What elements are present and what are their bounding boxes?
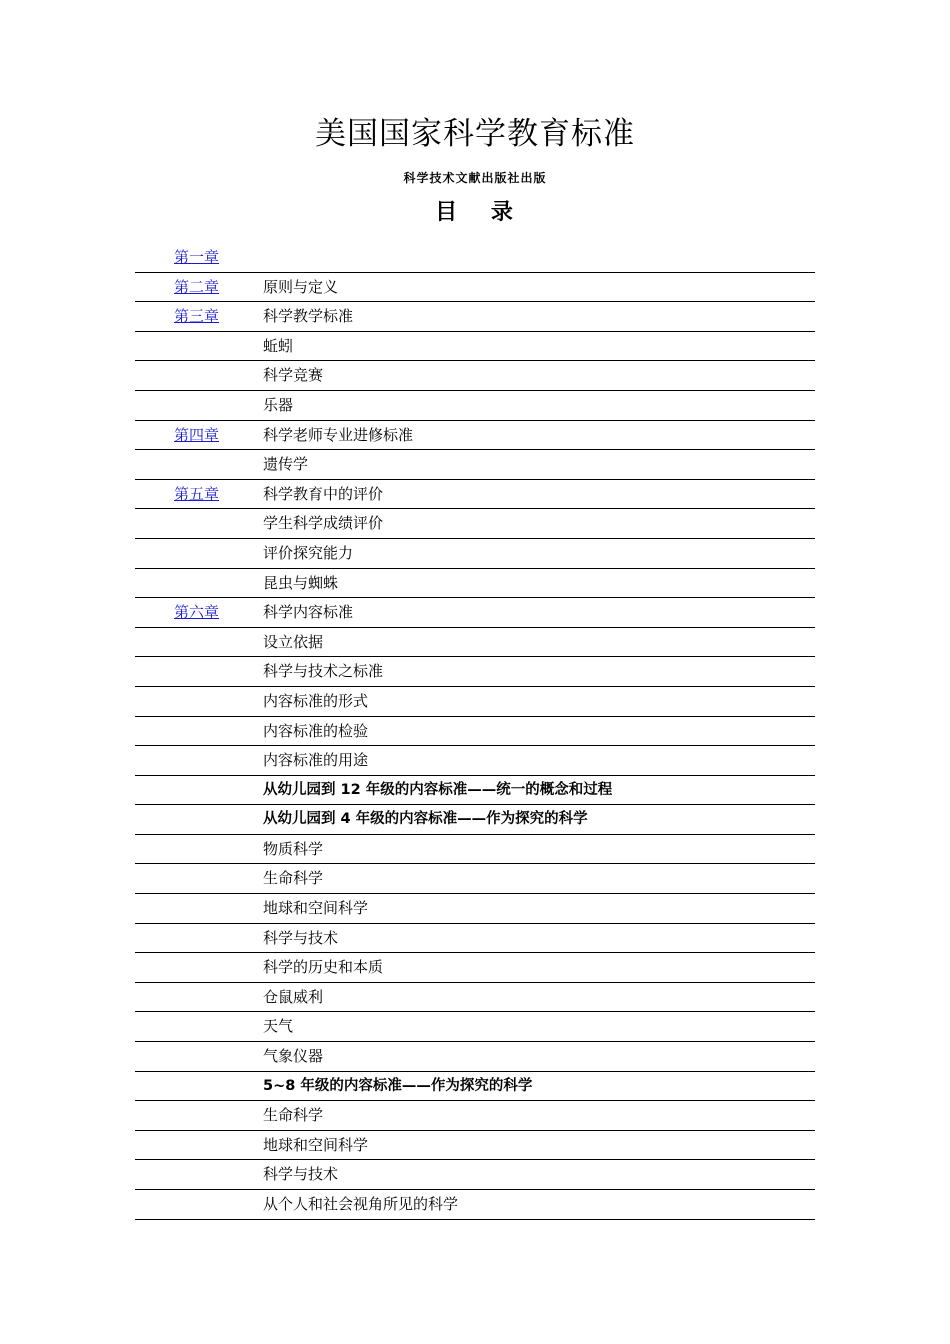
toc-row bbox=[135, 776, 815, 806]
toc-row bbox=[135, 1012, 815, 1042]
toc-entry-title: 蚯蚓 bbox=[263, 336, 294, 355]
toc-entry-title: 物质科学 bbox=[263, 839, 324, 858]
toc-entry-title: 科学竞赛 bbox=[263, 366, 324, 385]
toc-entry-title: 从幼儿园到 4 年级的内容标准——作为探究的科学 bbox=[263, 811, 588, 828]
toc-row bbox=[135, 421, 815, 451]
toc-entry-title: 5~8 年级的内容标准——作为探究的科学 bbox=[263, 1077, 533, 1094]
toc-row bbox=[135, 835, 815, 865]
toc-row bbox=[135, 717, 815, 747]
toc-row bbox=[135, 391, 815, 421]
toc-chapter-link[interactable]: 第五章 bbox=[174, 484, 220, 503]
toc-row bbox=[135, 746, 815, 776]
toc-entry-title: 设立依据 bbox=[263, 632, 324, 651]
toc-row bbox=[135, 450, 815, 480]
toc-row bbox=[135, 302, 815, 332]
toc-row bbox=[135, 1190, 815, 1220]
toc-row bbox=[135, 894, 815, 924]
toc-row bbox=[135, 983, 815, 1013]
toc-row bbox=[135, 864, 815, 894]
toc-entry-title: 科学与技术 bbox=[263, 1165, 339, 1184]
toc-entry-title: 遗传学 bbox=[263, 455, 309, 474]
toc-row bbox=[135, 924, 815, 954]
toc-row bbox=[135, 243, 815, 273]
toc-row bbox=[135, 1101, 815, 1131]
toc-row bbox=[135, 598, 815, 628]
toc-entry-title: 内容标准的检验 bbox=[263, 721, 369, 740]
toc-row bbox=[135, 569, 815, 599]
toc-chapter-link[interactable]: 第三章 bbox=[174, 307, 220, 326]
toc-row bbox=[135, 953, 815, 983]
toc-entry-title: 生命科学 bbox=[263, 869, 324, 888]
toc-entry-title: 内容标准的形式 bbox=[263, 691, 369, 710]
toc-entry-title: 科学老师专业进修标准 bbox=[263, 425, 414, 444]
toc-row bbox=[135, 480, 815, 510]
toc-row bbox=[135, 332, 815, 362]
toc-entry-title: 从个人和社会视角所见的科学 bbox=[263, 1195, 459, 1213]
toc-entry-title: 科学与技术之标准 bbox=[263, 662, 384, 681]
toc-row bbox=[135, 1131, 815, 1161]
toc-row bbox=[135, 1072, 815, 1102]
toc-entry-title: 天气 bbox=[263, 1017, 294, 1036]
toc-row bbox=[135, 1042, 815, 1072]
publisher-line: 科学技术文献出版社出版 bbox=[403, 171, 547, 185]
toc-entry-title: 科学内容标准 bbox=[263, 603, 354, 622]
toc-row bbox=[135, 687, 815, 717]
toc-row bbox=[135, 657, 815, 687]
toc-entry-title: 生命科学 bbox=[263, 1106, 324, 1125]
toc-row bbox=[135, 1160, 815, 1190]
toc-entry-title: 科学的历史和本质 bbox=[263, 958, 384, 977]
toc-entry-title: 地球和空间科学 bbox=[263, 899, 369, 918]
table-of-contents bbox=[135, 243, 815, 1220]
toc-entry-title: 评价探究能力 bbox=[263, 543, 354, 562]
toc-entry-title: 气象仪器 bbox=[263, 1047, 324, 1066]
toc-entry-title: 昆虫与蜘蛛 bbox=[263, 573, 339, 592]
toc-row bbox=[135, 805, 815, 835]
toc-entry-title: 科学教学标准 bbox=[263, 307, 354, 326]
toc-entry-title: 原则与定义 bbox=[263, 277, 339, 296]
toc-entry-title: 科学与技术 bbox=[263, 928, 339, 947]
toc-entry-title: 仓鼠威利 bbox=[263, 987, 324, 1006]
toc-row bbox=[135, 539, 815, 569]
toc-row bbox=[135, 628, 815, 658]
toc-entry-title: 地球和空间科学 bbox=[263, 1135, 369, 1154]
toc-entry-title: 内容标准的用途 bbox=[263, 751, 369, 770]
toc-chapter-link[interactable]: 第一章 bbox=[174, 248, 220, 266]
document-title: 美国国家科学教育标准 bbox=[315, 116, 635, 152]
toc-chapter-link[interactable]: 第四章 bbox=[174, 425, 220, 444]
toc-entry-title: 乐器 bbox=[263, 395, 294, 414]
toc-chapter-link[interactable]: 第二章 bbox=[174, 277, 220, 296]
toc-row bbox=[135, 361, 815, 391]
toc-row bbox=[135, 273, 815, 303]
toc-entry-title: 从幼儿园到 12 年级的内容标准——统一的概念和过程 bbox=[263, 781, 613, 798]
toc-entry-title: 科学教育中的评价 bbox=[263, 484, 384, 503]
toc-row bbox=[135, 509, 815, 539]
toc-heading: 目 录 bbox=[435, 200, 515, 225]
toc-chapter-link[interactable]: 第六章 bbox=[174, 603, 220, 622]
toc-entry-title: 学生科学成绩评价 bbox=[263, 514, 384, 533]
